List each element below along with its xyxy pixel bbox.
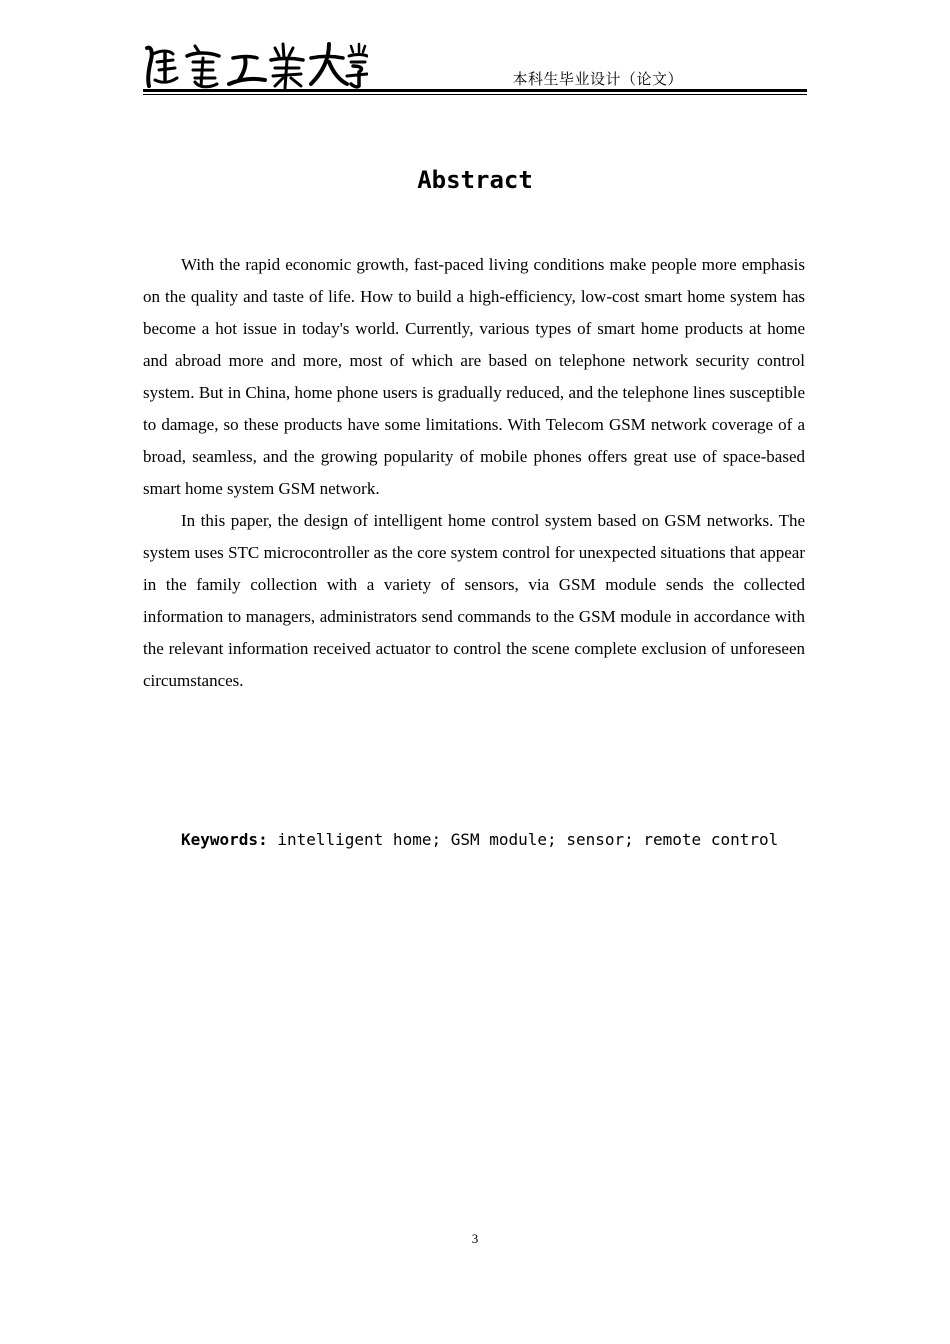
page-number: 3 — [471, 1231, 479, 1246]
page-header — [143, 40, 807, 96]
keywords-line — [143, 824, 805, 856]
university-logo-calligraphy — [143, 40, 368, 92]
abstract-heading: Abstract — [417, 166, 533, 194]
abstract-body — [143, 249, 805, 697]
keywords-label: Keywords: — [181, 830, 268, 849]
header-rule-thin — [143, 94, 807, 95]
abstract-paragraph-2: In this paper, the design of intelligent home control system based on GSM networks. The system uses STC microcontroller as the core system control for unexpected situations that appear in the family collection with a variety of sensors, via GSM module sends the collected information to managers, administrators send commands to the GSM module in accordance with the relevant information received actuator to control the scene complete exclusion of unforeseen circumstances. — [143, 511, 805, 690]
abstract-paragraph-1: With the rapid economic growth, fast-paced living conditions make people more emphasis on the quality and taste of life. How to build a high-efficiency, low-cost smart home system has become a hot issue in today's world. Currently, various types of smart home products at home and abroad more and more, most of which are based on telephone network security control system. But in China, home phone users is gradually reduced, and the telephone lines susceptible to damage, so these products have some limitations. With Telecom GSM network coverage of a broad, seamless, and the growing popularity of mobile phones offers great use of space-based smart home system GSM network. — [143, 255, 805, 498]
header-rule-thick — [143, 89, 807, 92]
keywords-text: intelligent home; GSM module; sensor; remote control — [267, 830, 779, 849]
thesis-header-title: 本科生毕业设计（论文） — [512, 70, 683, 88]
